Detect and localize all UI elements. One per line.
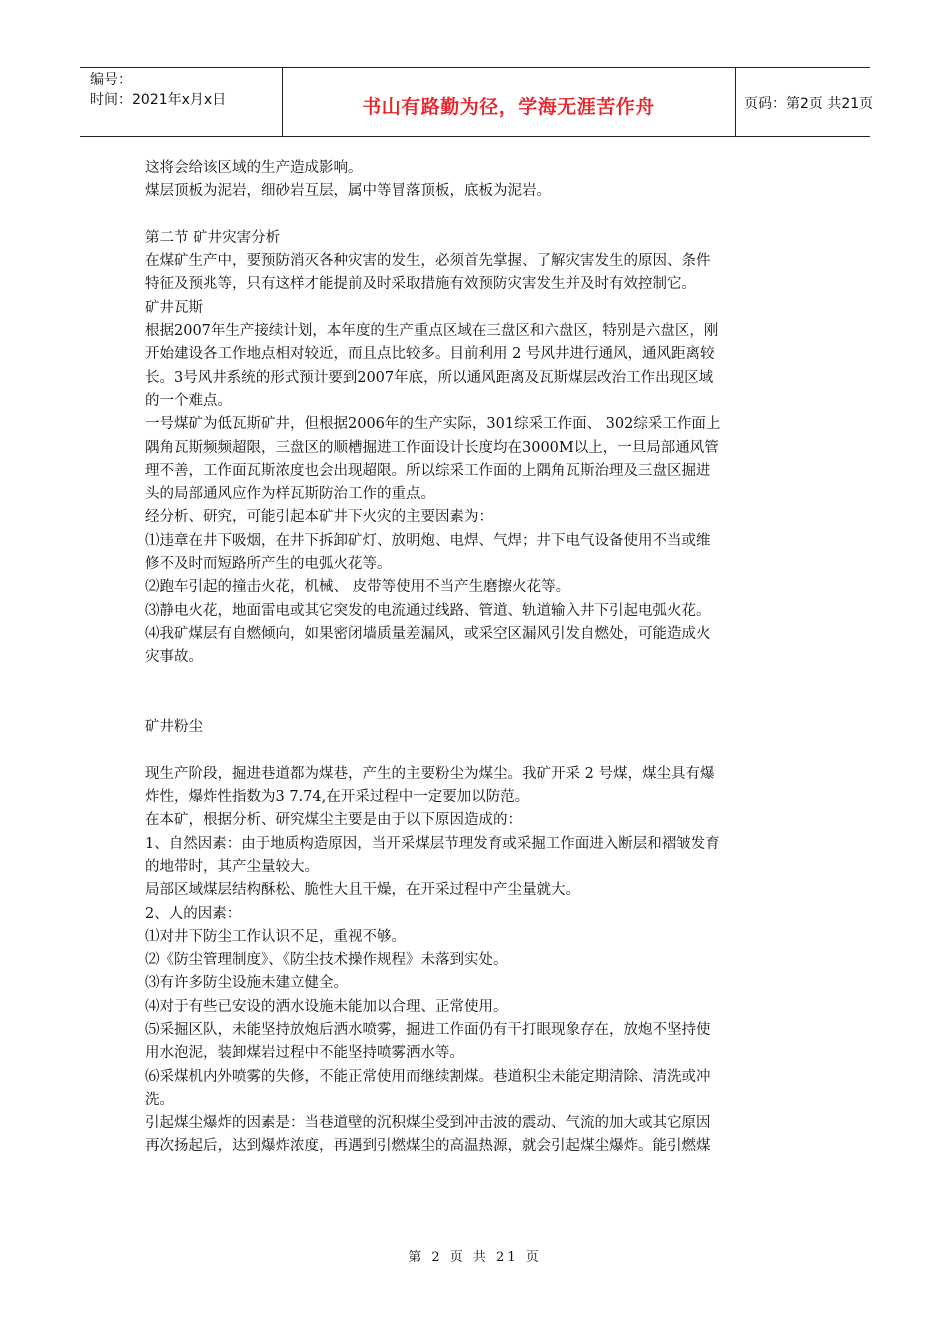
paragraph-line: 特征及预兆等，只有这样才能提前及时采取措施有效预防灾害发生并及时有效控制它。 [145,276,696,293]
list-item-line: ⑴违章在井下吸烟，在井下拆卸矿灯、放明炮、电焊、气焊；井下电气设备使用不当或维 [145,532,711,549]
list-item-line: ⑷对于有些已安设的洒水设施未能加以合理、正常使用。 [145,998,508,1015]
document-body [145,157,815,1159]
paragraph-line: 煤层顶板为泥岩，细砂岩互层，属中等冒落顶板，底板为泥岩。 [145,183,551,200]
paragraph-line: 现生产阶段，掘进巷道都为煤巷，产生的主要粉尘为煤尘。我矿开采 2 号煤，煤尘具有爆 [145,765,715,782]
subsection-heading: 矿井粉尘 [145,719,203,736]
date-label: 时间：2021年x月x日 [90,92,227,108]
motto-text: 书山有路勤为径，学海无涯苦作舟 [362,96,655,118]
page-header [80,67,874,137]
section-heading: 第二节 矿井灾害分析 [145,229,281,246]
list-item-line: 洗。 [145,1091,174,1108]
header-page-cell [736,68,874,136]
header-motto-cell [282,68,736,136]
list-item-line: ⑶有许多防尘设施未建立健全。 [145,975,348,992]
paragraph-line: 引起煤尘爆炸的因素是：当巷道壁的沉积煤尘受到冲击波的震动、气流的加大或其它原因 [145,1115,711,1132]
paragraph-line: 炸性，爆炸性指数为3 7.74,在开采过程中一定要加以防范。 [145,789,530,806]
paragraph-line: 在本矿，根据分析、研究煤尘主要是由于以下原因造成的： [145,812,522,829]
list-item-line: ⑷我矿煤层有自燃倾向，如果密闭墙质量差漏风，或采空区漏风引发自燃处，可能造成火 [145,625,711,642]
paragraph-line: 的地带时，其产尘量较大。 [145,858,319,875]
list-item-line: 用水泡泥，装卸煤岩过程中不能坚持喷雾洒水等。 [145,1045,464,1062]
paragraph-line: 开始建设各工作地点相对较近，而且点比较多。目前利用 2 号风井进行通风，通风距离较 [145,346,715,363]
list-item-line: ⑵跑车引起的撞击火花，机械、 皮带等使用不当产生磨擦火花等。 [145,579,571,596]
paragraph-line: 再次扬起后，达到爆炸浓度，再遇到引燃煤尘的高温热源，就会引起煤尘爆炸。能引燃煤 [145,1138,711,1155]
list-item-line: ⑴对井下防尘工作认识不足，重视不够。 [145,928,406,945]
page-footer: 第 2 页 共 21 页 [408,1250,542,1265]
paragraph-line: 局部区域煤层结构酥松、脆性大且干燥，在开采过程中产尘量就大。 [145,882,580,899]
paragraph-line: 这将会给该区域的生产造成影响。 [145,160,363,176]
paragraph-line: 理不善，工作面瓦斯浓度也会出现超限。所以综采工作面的上隅角瓦斯治理及三盘区掘进 [145,462,711,479]
subsection-heading: 矿井瓦斯 [145,299,203,316]
header-info-cell [80,68,283,136]
list-item-line: ⑸采掘区队，未能坚持放炮后洒水喷雾，掘进工作面仍有干打眼现象存在，放炮不坚持使 [145,1021,711,1038]
paragraph-line: 根据2007年生产接续计划，本年度的生产重点区域在三盘区和六盘区，特别是六盘区，刚 [145,323,719,340]
list-item-line: 灾事故。 [145,649,203,666]
paragraph-line: 经分析、研究，可能引起本矿井下火灾的主要因素为： [145,509,493,526]
page-info: 页码：第2页 共21页 [744,96,874,112]
paragraph-line: 头的局部通风应作为样瓦斯防治工作的重点。 [145,486,435,503]
paragraph-line: 的一个难点。 [145,392,232,409]
paragraph-line: 长。3号风井系统的形式预计要到2007年底，所以通风距离及瓦斯煤层改治工作出现区域 [145,369,714,386]
paragraph-line: 1、自然因素：由于地质构造原因，当开采煤层节理发育或采掘工作面进入断层和褶皱发育 [145,835,720,852]
list-item-line: ⑶静电火花，地面雷电或其它突发的电流通过线路、管道、轨道输入井下引起电弧火花。 [145,602,711,619]
paragraph-line: 在煤矿生产中，要预防消灭各种灾害的发生，必须首先掌握、了解灾害发生的原因、条件 [145,253,711,270]
serial-number-label: 编号： [90,72,132,88]
paragraph-line: 隅角瓦斯频频超限，三盘区的顺槽掘进工作面设计长度均在3000M以上，一旦局部通风管 [145,439,719,456]
paragraph-line: 2、人的因素： [145,905,242,922]
paragraph-line: 一号煤矿为低瓦斯矿井，但根据2006年的生产实际，301综采工作面、 302综采工作面上 [145,416,721,433]
list-item-line: ⑵《防尘管理制度》、《防尘技术操作规程》未落到实处。 [145,952,508,969]
list-item-line: 修不及时而短路所产生的电弧火花等。 [145,556,392,573]
list-item-line: ⑹采煤机内外喷雾的失修，不能正常使用而继续割煤。巷道积尘未能定期清除、清洗或冲 [145,1068,711,1085]
